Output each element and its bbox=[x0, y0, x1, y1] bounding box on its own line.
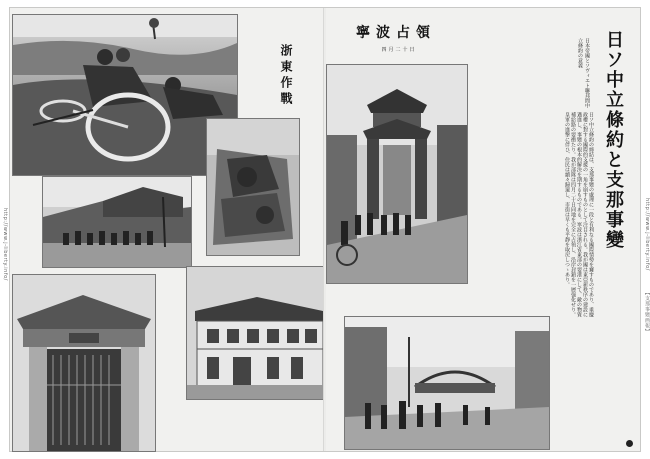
photo-cavalry-street bbox=[42, 176, 192, 268]
photo-equipment-pile bbox=[206, 118, 300, 256]
photo-bridge-street bbox=[344, 316, 550, 450]
photo-colonial-building bbox=[186, 266, 330, 400]
title-block bbox=[356, 22, 442, 62]
article-title: 日ソ中立條約と支那事變 bbox=[603, 30, 624, 250]
side-url: http://www.j-liberty.info/ bbox=[644, 198, 650, 271]
side-url: http://www.j-liberty.info/ bbox=[2, 208, 8, 281]
right-page bbox=[326, 8, 650, 451]
photo-soldiers-bicycle bbox=[12, 14, 238, 176]
page-number-marker bbox=[626, 440, 633, 447]
photo-caption bbox=[200, 400, 320, 404]
section-heading: 浙東作戰 bbox=[279, 44, 293, 108]
page-subtitle: 四月二十日 bbox=[381, 47, 417, 53]
photo-caption bbox=[220, 257, 304, 261]
left-page bbox=[2, 8, 324, 451]
photo-caption bbox=[326, 284, 436, 288]
article-intro: 日本帝國とソヴィエト聯邦間中立條約の意義 bbox=[577, 38, 590, 108]
side-label: 【支那事變画報】 bbox=[644, 290, 650, 334]
page-title: 寧波占領 bbox=[356, 25, 436, 41]
magazine-spread bbox=[2, 8, 650, 451]
article-body: 日ソ中立條約の締結は、支那事變の處理に一段と有利なる國際情勢を齎すものであり、重慶政權に對する國際的支援の一角を崩すものとして注目される。我が國は東亞新秩序の建設に邁進し、事變の根本的解決を期するものである。寧波は浙江省東部の要港にして、敵の物資補給路の要衝たり。我が部隊は四月二十日同地を完全に占領し、沿岸封鎖を一層强化せり。皇軍の進撃に伴ひ、住民は續々歸還し、市街は早くも平靜を取戻しつゝあり。 bbox=[564, 112, 594, 317]
photo-city-gate-street bbox=[326, 64, 468, 284]
photo-ornate-gate bbox=[12, 274, 156, 452]
